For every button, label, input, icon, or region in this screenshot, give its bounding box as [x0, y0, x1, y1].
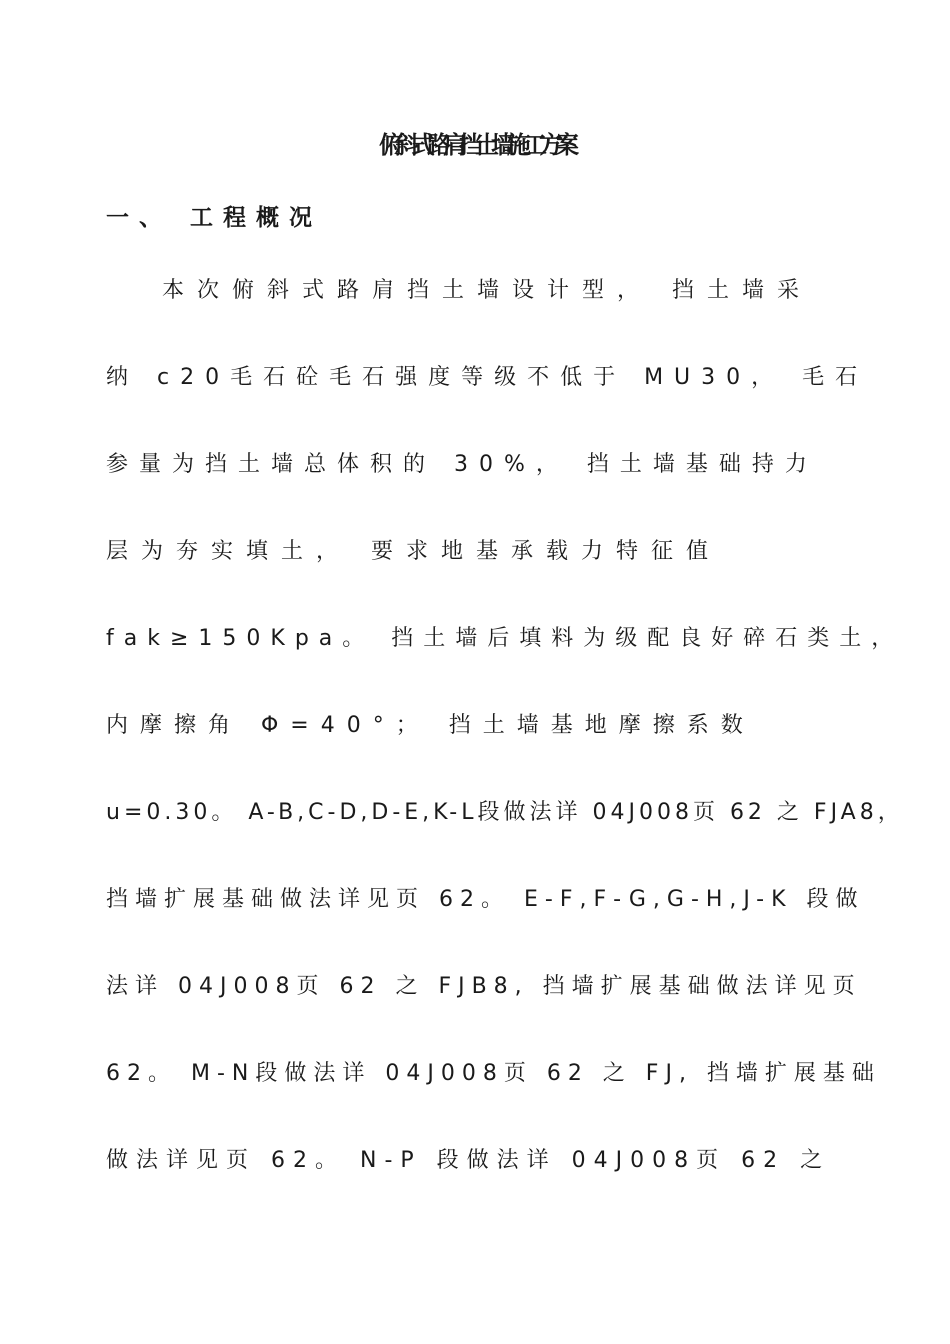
- paragraph-line: fak≥150Kpa。 挡土墙后填料为级配良好碎石类土，: [106, 626, 904, 651]
- paragraph-line: 纳 c20毛石砼毛石强度等级不低于 MU30， 毛石: [106, 365, 869, 390]
- paragraph-line: 挡墙扩展基础做法详见页 62。 E-F,F-G,G-H,J-K 段做: [106, 887, 865, 912]
- section-heading: 一、 工程概况: [106, 205, 323, 231]
- paragraph-line: 62。 M-N段做法详 04J008页 62 之 FJ, 挡墙扩展基础: [106, 1061, 881, 1086]
- paragraph-line: 做法详见页 62。 N-P 段做法详 04J008页 62 之: [106, 1148, 831, 1173]
- paragraph-line: 本次俯斜式路肩挡土墙设计型， 挡土墙采: [162, 278, 812, 303]
- document-title: 俯斜式路肩挡土墙施工方案: [379, 131, 571, 159]
- paragraph-line: 参量为挡土墙总体积的 30%， 挡土墙基础持力: [106, 452, 818, 477]
- paragraph-line: 法详 04J008页 62 之 FJB8, 挡墙扩展基础做法详见页: [106, 974, 862, 999]
- paragraph-line: 层为夯实填土， 要求地基承载力特征值: [106, 539, 721, 564]
- paragraph-line: u=0.30。 A-B,C-D,D-E,K-L段做法详 04J008页 62 之 FJA8，: [106, 800, 904, 825]
- paragraph-line: 内摩擦角 Φ=40°； 挡土墙基地摩擦系数: [106, 713, 755, 738]
